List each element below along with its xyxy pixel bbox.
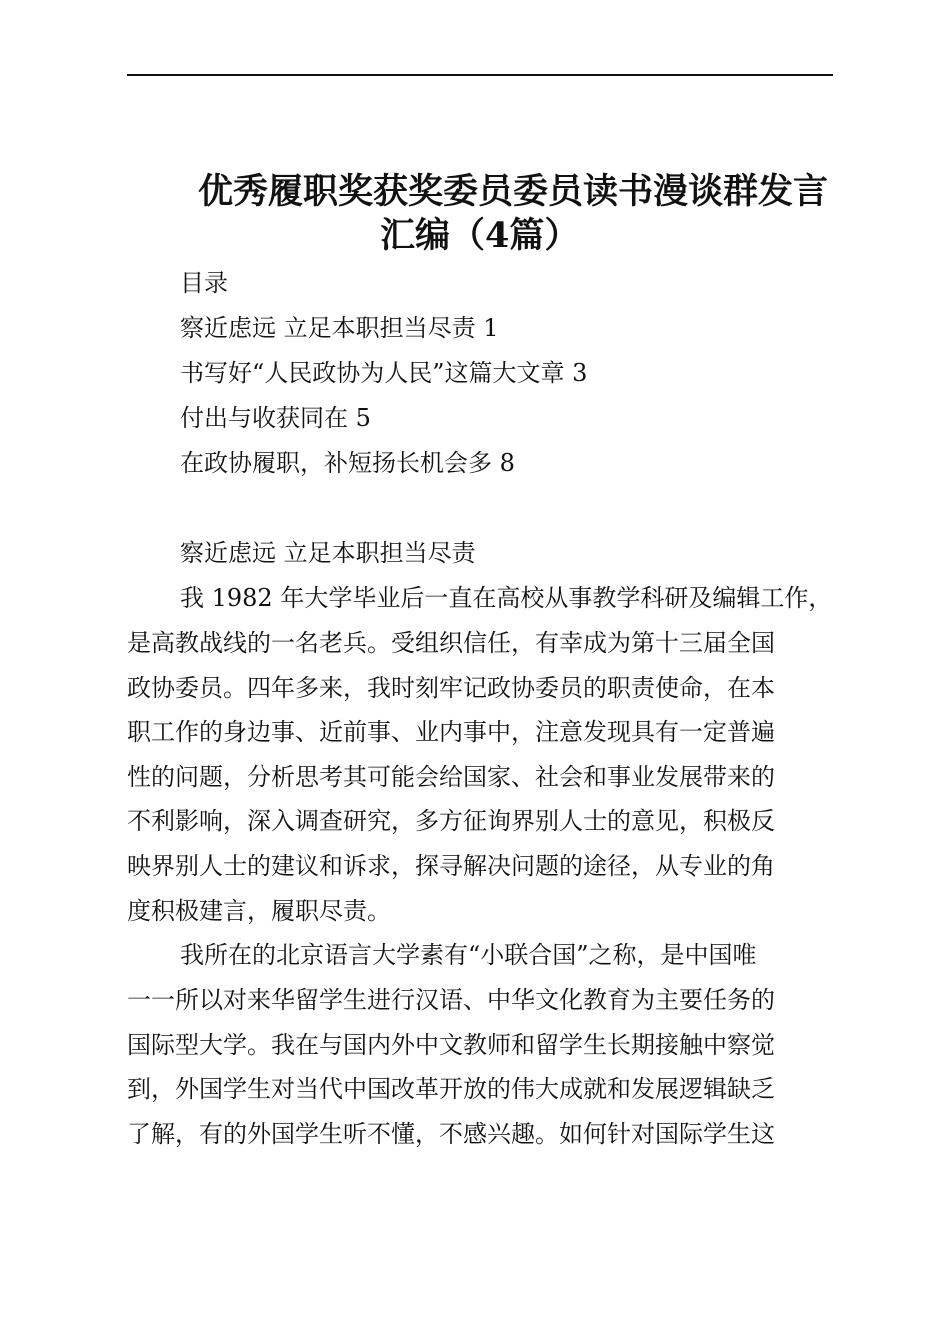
toc-item: 察近虑远 立足本职担当尽责 1	[180, 314, 499, 342]
paragraph-line: 度积极建言，履职尽责。	[127, 897, 391, 925]
paragraph-line: 职工作的身边事、近前事、业内事中，注意发现具有一定普遍	[127, 718, 775, 746]
section-heading: 察近虑远 立足本职担当尽责	[180, 539, 476, 567]
toc-item: 在政协履职，补短扬长机会多 8	[180, 449, 515, 477]
document-title-line-2: 汇编（4篇）	[380, 215, 580, 256]
paragraph-line: 我所在的北京语言大学素有“小联合国”之称，是中国唯	[180, 941, 757, 969]
paragraph-line: 不利影响，深入调查研究，多方征询界别人士的意见，积极反	[127, 807, 775, 835]
paragraph-line: 到，外国学生对当代中国改革开放的伟大成就和发展逻辑缺乏	[127, 1075, 775, 1103]
paragraph-line: 性的问题，分析思考其可能会给国家、社会和事业发展带来的	[127, 763, 775, 791]
toc-item: 书写好“人民政协为人民”这篇大文章 3	[180, 359, 588, 387]
paragraph-line: 政协委员。四年多来，我时刻牢记政协委员的职责使命，在本	[127, 674, 775, 702]
paragraph-line: 国际型大学。我在与国内外中文教师和留学生长期接触中察觉	[127, 1031, 775, 1059]
header-rule	[127, 74, 833, 76]
paragraph-line: 我 1982 年大学毕业后一直在高校从事教学科研及编辑工作，	[180, 584, 833, 612]
paragraph-line: 了解，有的外国学生听不懂，不感兴趣。如何针对国际学生这	[127, 1120, 775, 1148]
paragraph-line: 映界别人士的建议和诉求，探寻解决问题的途径，从专业的角	[127, 852, 775, 880]
paragraph-line: 是高教战线的一名老兵。受组织信任，有幸成为第十三届全国	[127, 629, 775, 657]
paragraph-line: 一一所以对来华留学生进行汉语、中华文化教育为主要任务的	[127, 986, 775, 1014]
document-title-line-1: 优秀履职奖获奖委员委员读书漫谈群发言	[198, 171, 829, 212]
toc-item: 付出与收获同在 5	[180, 404, 371, 432]
toc-heading: 目录	[180, 269, 228, 297]
